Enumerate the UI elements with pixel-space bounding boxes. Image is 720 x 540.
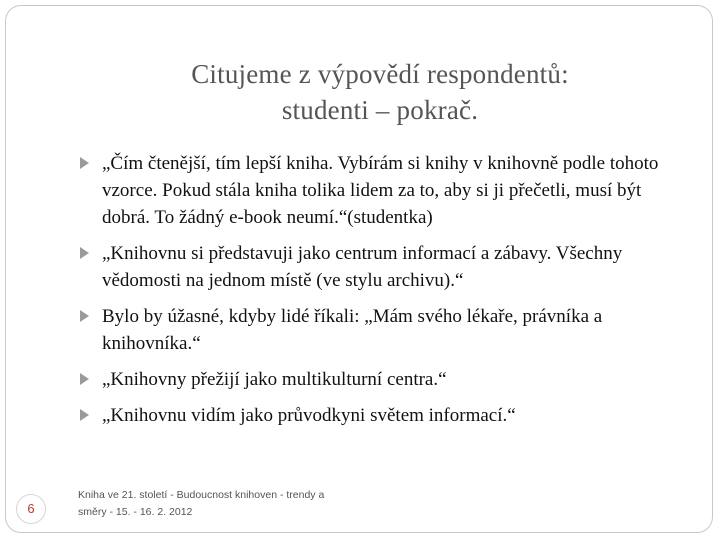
bullet-text: Bylo by úžasné, kdyby lidé říkali: „Mám svého lékaře, právníka a knihovníka.“ <box>102 306 603 354</box>
triangle-bullet-icon <box>80 157 89 169</box>
footer-line-2: směry - 15. - 16. 2. 2012 <box>78 506 193 518</box>
bullet-item <box>78 150 678 231</box>
slide-title-line-2: studenti – pokrač. <box>281 95 479 125</box>
slide-title-line-1: Citujeme z výpovědí respondentů: <box>191 59 569 89</box>
bullet-item <box>78 240 678 294</box>
bullet-list <box>78 150 678 438</box>
triangle-bullet-icon <box>80 247 89 259</box>
bullet-text: „Knihovnu si představuji jako centrum informací a zábavy. Všechny vědomosti na jednom místě (ve stylu archivu).“ <box>102 243 623 291</box>
bullet-item <box>78 366 678 393</box>
bullet-text: „Knihovny přežijí jako multikulturní centra.“ <box>102 369 447 390</box>
triangle-bullet-icon <box>80 409 89 421</box>
triangle-bullet-icon <box>80 373 89 385</box>
slide-number-badge: 6 <box>16 494 46 524</box>
slide-footer <box>78 487 378 521</box>
bullet-text: „Knihovnu vidím jako průvodkyni světem informací.“ <box>102 405 516 426</box>
footer-line-1: Kniha ve 21. století - Budoucnost knihoven - trendy a <box>78 489 325 501</box>
bullet-item <box>78 303 678 357</box>
triangle-bullet-icon <box>80 310 89 322</box>
bullet-text: „Čím čtenější, tím lepší kniha. Vybírám si knihy v knihovně podle tohoto vzorce. Pokud stála kniha tolika lidem za to, aby si ji přečetli, musí být dobrá. To žádný e-book neumí.“(studentka) <box>102 153 659 228</box>
slide-title <box>100 56 660 128</box>
bullet-item <box>78 402 678 429</box>
